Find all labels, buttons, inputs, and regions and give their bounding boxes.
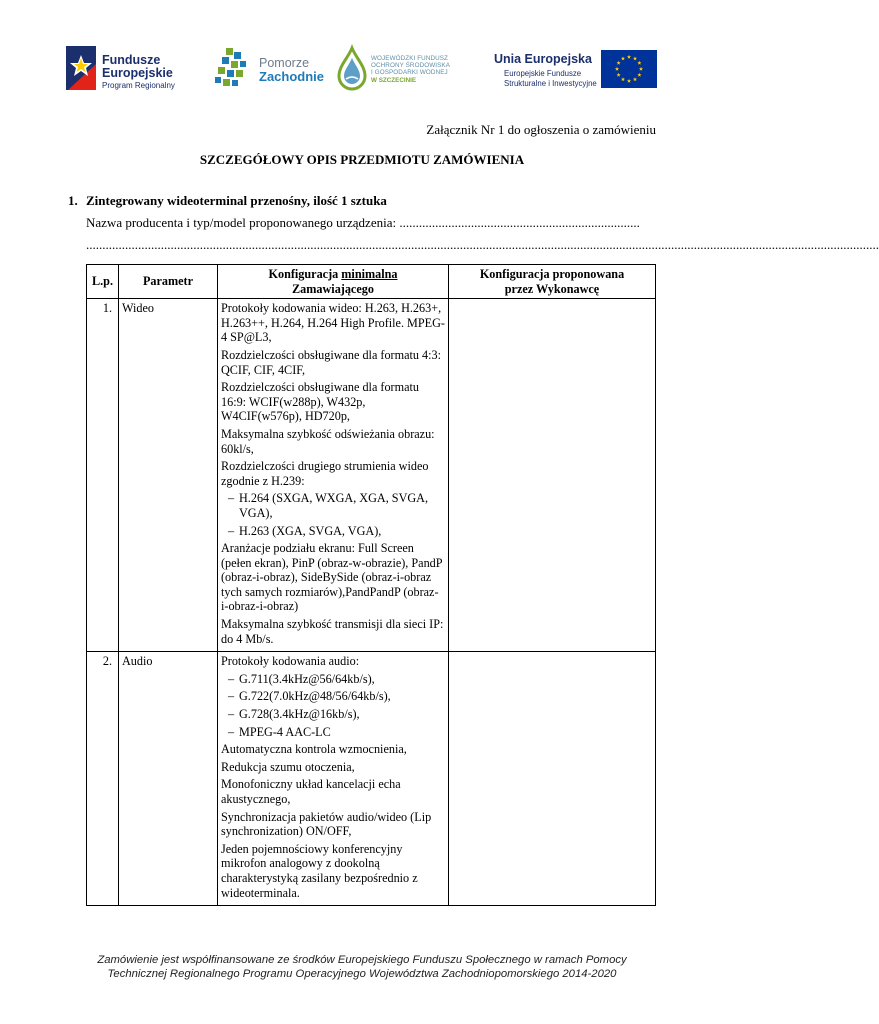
spec-bullet: – G.722(7.0kHz@48/56/64kb/s), <box>221 689 445 704</box>
page-footer <box>0 953 724 981</box>
row-lp: 2. <box>87 652 119 906</box>
header-prop-line1: Konfiguracja proponowana <box>479 267 625 281</box>
pz-logo-line1: Pomorze <box>259 56 310 70</box>
table-row-audio <box>87 652 656 906</box>
spec-line: Protokoły kodowania audio: <box>221 654 360 669</box>
ue-logo-line3: Strukturalne i Inwestycyjne <box>504 79 597 88</box>
footer-line2: Technicznej Regionalnego Programu Operacyjnego Województwa Zachodniopomorskiego 2014-2020 <box>107 968 617 980</box>
item-heading <box>68 193 387 209</box>
item-heading-text: Zintegrowany wideoterminal przenośny, ilość 1 sztuka <box>86 193 387 208</box>
wfos-logo-line4: W SZCZECINIE <box>371 77 417 84</box>
header-lp: L.p. <box>87 265 119 299</box>
spec-line: Jeden pojemnościowy konferencyjny mikrofon analogowy z dookolną charakterystyką zasilany bezpośrednio z wideoterminala. <box>221 841 418 900</box>
spec-line: Synchronizacja pakietów audio/wideo (Lip synchronization) ON/OFF, <box>221 809 432 839</box>
water-drop-icon <box>336 46 368 92</box>
footer-line1: Zamówienie jest współfinansowane ze środków Europejskiego Funduszu Społecznego w ramach Pomocy <box>97 954 627 966</box>
spec-line: Rozdzielczości drugiego strumienia wideo zgodnie z H.239: <box>221 459 429 488</box>
header-min-underlined: minimalna <box>341 267 398 281</box>
ue-logo-line1: Unia Europejska <box>494 52 592 66</box>
fundusze-europejskie-logo <box>66 44 186 92</box>
header-parametr: Parametr <box>119 265 218 299</box>
wfos-logo <box>336 44 476 92</box>
pz-logo-line2: Zachodnie <box>259 69 325 84</box>
fe-logo-line2: Europejskie <box>102 66 173 80</box>
header-min-prefix: Konfiguracja <box>268 267 342 281</box>
annex-note: Załącznik Nr 1 do ogłoszenia o zamówieniu <box>426 122 656 137</box>
spec-line: Rozdzielczości obsługiwane dla formatu 4:3: QCIF, CIF, 4CIF, <box>221 347 441 377</box>
item-number: 1. <box>68 193 78 208</box>
row-min-config <box>218 299 449 652</box>
spec-bullet: – H.264 (SXGA, WXGA, XGA, SVGA, VGA), <box>221 491 445 520</box>
ue-logo-line2: Europejskie Fundusze <box>504 69 582 78</box>
row-min-config <box>218 652 449 906</box>
fe-logo-line1: Fundusze <box>102 53 161 67</box>
producer-field-line: Nazwa producenta i typ/model proponowanego urządzenia: .......................................................................... <box>86 215 640 230</box>
spec-bullet: – G.711(3.4kHz@56/64kb/s), <box>221 672 445 687</box>
spec-line: Maksymalna szybkość odświeżania obrazu: 60kl/s, <box>221 426 435 456</box>
row-proposed-config[interactable] <box>449 299 656 652</box>
spec-line: Maksymalna szybkość transmisji dla sieci IP: do 4 Mb/s. <box>221 617 444 646</box>
spec-line: Protokoły kodowania wideo: H.263, H.263+, H.263++, H.264, H.264 High Profile. MPEG-4 SP@L3, <box>221 301 445 345</box>
header-prop-line2: przez Wykonawcę <box>504 281 600 296</box>
wfos-logo-line3: I GOSPODARKI WODNEJ <box>371 69 448 76</box>
specification-table <box>86 264 656 906</box>
spec-bullet: – H.263 (XGA, SVGA, VGA), <box>221 524 445 539</box>
wfos-logo-line1: WOJEWÓDZKI FUNDUSZ <box>371 55 449 62</box>
pomorze-zachodnie-logo <box>212 44 325 92</box>
fe-logo-line3: Program Regionalny <box>102 81 175 90</box>
pomorze-mosaic-icon <box>212 46 256 92</box>
spec-bullet: – MPEG-4 AAC-LC <box>221 725 445 740</box>
header-min-line2: Zamawiającego <box>292 281 374 296</box>
producer-field-continuation: .................................................................................................................................................................................................................................................... <box>86 237 879 252</box>
row-lp: 1. <box>87 299 119 652</box>
spec-line: Rozdzielczości obsługiwane dla formatu 16:9: WCIF(w288p), W432p, W4CIF(w576p), HD720p, <box>221 380 419 424</box>
spec-line: Aranżacje podziału ekranu: Full Screen (pełen ekran), PinP (obraz-w-obrazie), PandP (obraz-i-obraz), SideBySide (obraz-i-obraz tych samych rozmiarów),PandPandP (obraz-i-obraz-i-obraz) <box>221 541 443 614</box>
header-min-config <box>218 265 449 299</box>
spec-line: Automatyczna kontrola wzmocnienia, <box>221 742 407 757</box>
header-proposed-config <box>449 265 656 299</box>
table-row-video <box>87 299 656 652</box>
spec-bullet: – G.728(3.4kHz@16kb/s), <box>221 707 445 722</box>
wfos-logo-line2: OCHRONY ŚRODOWISKA <box>371 62 451 69</box>
row-param: Audio <box>119 652 218 906</box>
unia-europejska-logo <box>490 44 660 92</box>
eu-flag-icon <box>601 50 657 88</box>
fe-star-icon <box>66 46 98 92</box>
table-header-row <box>87 265 656 299</box>
spec-line: Redukcja szumu otoczenia, <box>221 759 355 774</box>
row-proposed-config[interactable] <box>449 652 656 906</box>
spec-line: Monofoniczny układ kancelacji echa akustycznego, <box>221 777 401 806</box>
row-param: Wideo <box>119 299 218 652</box>
document-title: SZCZEGÓŁOWY OPIS PRZEDMIOTU ZAMÓWIENIA <box>199 152 525 167</box>
